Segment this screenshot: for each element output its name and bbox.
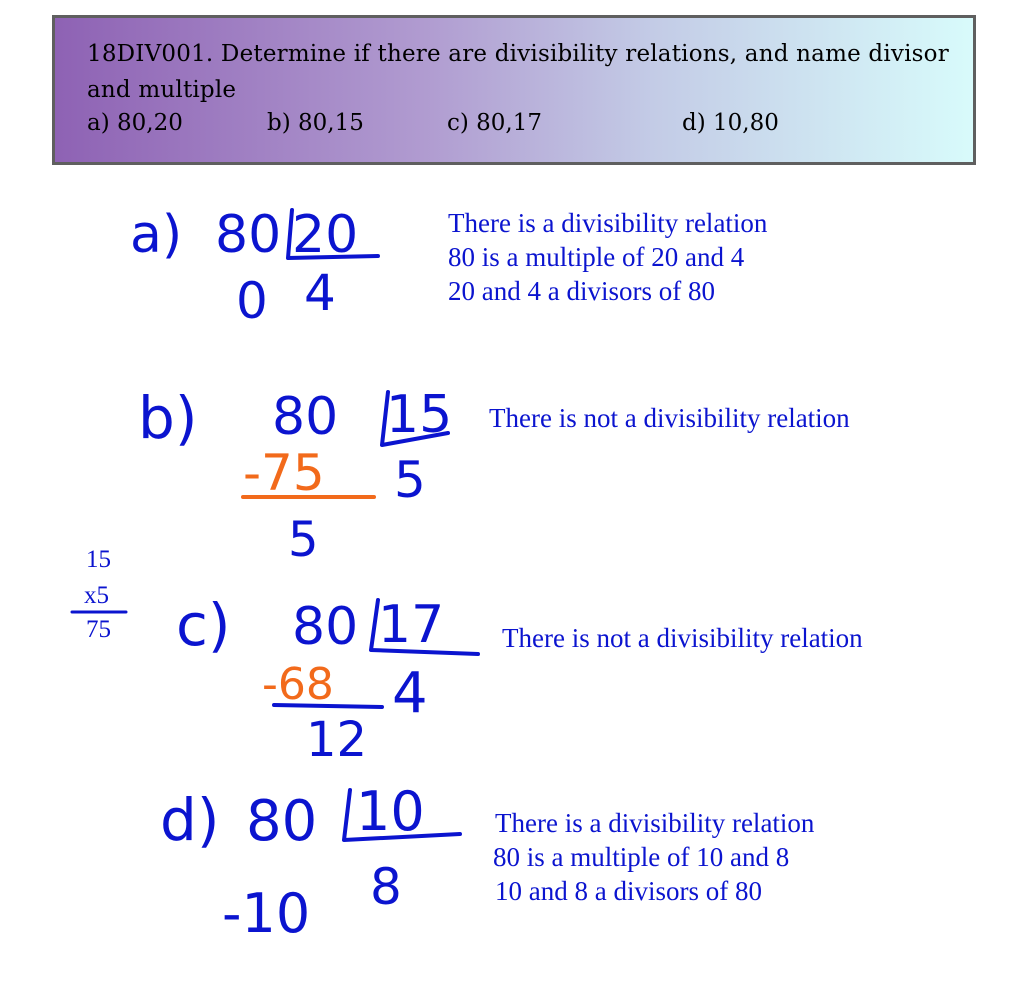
problem-title: 18DIV001. Determine if there are divisibility relations, and name divisor and multiple xyxy=(87,41,949,103)
answer-c-line-1: There is not a divisibility relation xyxy=(502,623,863,653)
part-a-divisor: 20 xyxy=(292,205,359,265)
option-c: c) 80,17 xyxy=(447,110,543,136)
part-a-dividend: 80 xyxy=(215,205,282,265)
part-a-quotient: 4 xyxy=(304,264,336,322)
part-c-remainder: 12 xyxy=(306,712,368,768)
part-a-work xyxy=(130,205,378,330)
side-calc-mult: x5 xyxy=(84,582,109,609)
part-d-dividend: 80 xyxy=(246,789,318,854)
part-d-label: d) xyxy=(160,786,220,854)
part-d-work xyxy=(160,780,460,945)
part-b-work xyxy=(138,384,452,568)
answer-d-line-2: 80 is a multiple of 10 and 8 xyxy=(493,842,790,872)
answer-a-line-3: 20 and 4 a divisors of 80 xyxy=(448,276,715,306)
answer-d-line-1: There is a divisibility relation xyxy=(495,808,815,838)
part-c-work xyxy=(176,591,478,768)
answer-b-line-1: There is not a divisibility relation xyxy=(489,403,850,433)
part-a-remainder: 0 xyxy=(236,272,268,330)
part-c-label: c) xyxy=(176,591,231,659)
part-c-divisor: 17 xyxy=(378,595,445,655)
answer-a-line-1: There is a divisibility relation xyxy=(448,208,768,238)
part-b-remainder: 5 xyxy=(288,512,319,568)
part-b-label: b) xyxy=(138,384,198,452)
option-a: a) 80,20 xyxy=(87,110,183,136)
answer-d-line-3: 10 and 8 a divisors of 80 xyxy=(495,876,762,906)
side-calc-result: 75 xyxy=(86,616,111,643)
option-d: d) 10,80 xyxy=(682,110,779,136)
part-c-line xyxy=(274,705,382,707)
option-b: b) 80,15 xyxy=(267,110,364,136)
part-b-dividend: 80 xyxy=(272,387,339,447)
part-c-dividend: 80 xyxy=(292,597,359,657)
side-calc-top: 15 xyxy=(86,546,111,573)
answer-a-line-2: 80 is a multiple of 20 and 4 xyxy=(448,242,745,272)
part-c-subtract: -68 xyxy=(262,659,334,710)
part-d-divisor: 10 xyxy=(356,780,425,843)
part-b-divisor: 15 xyxy=(386,385,453,445)
part-a-label: a) xyxy=(130,205,183,265)
part-d-subtract: -10 xyxy=(222,882,311,945)
part-d-quotient: 8 xyxy=(370,858,402,916)
part-b-subtract: -75 xyxy=(243,444,325,502)
part-c-quotient: 4 xyxy=(392,661,428,726)
part-b-quotient: 5 xyxy=(394,451,426,509)
